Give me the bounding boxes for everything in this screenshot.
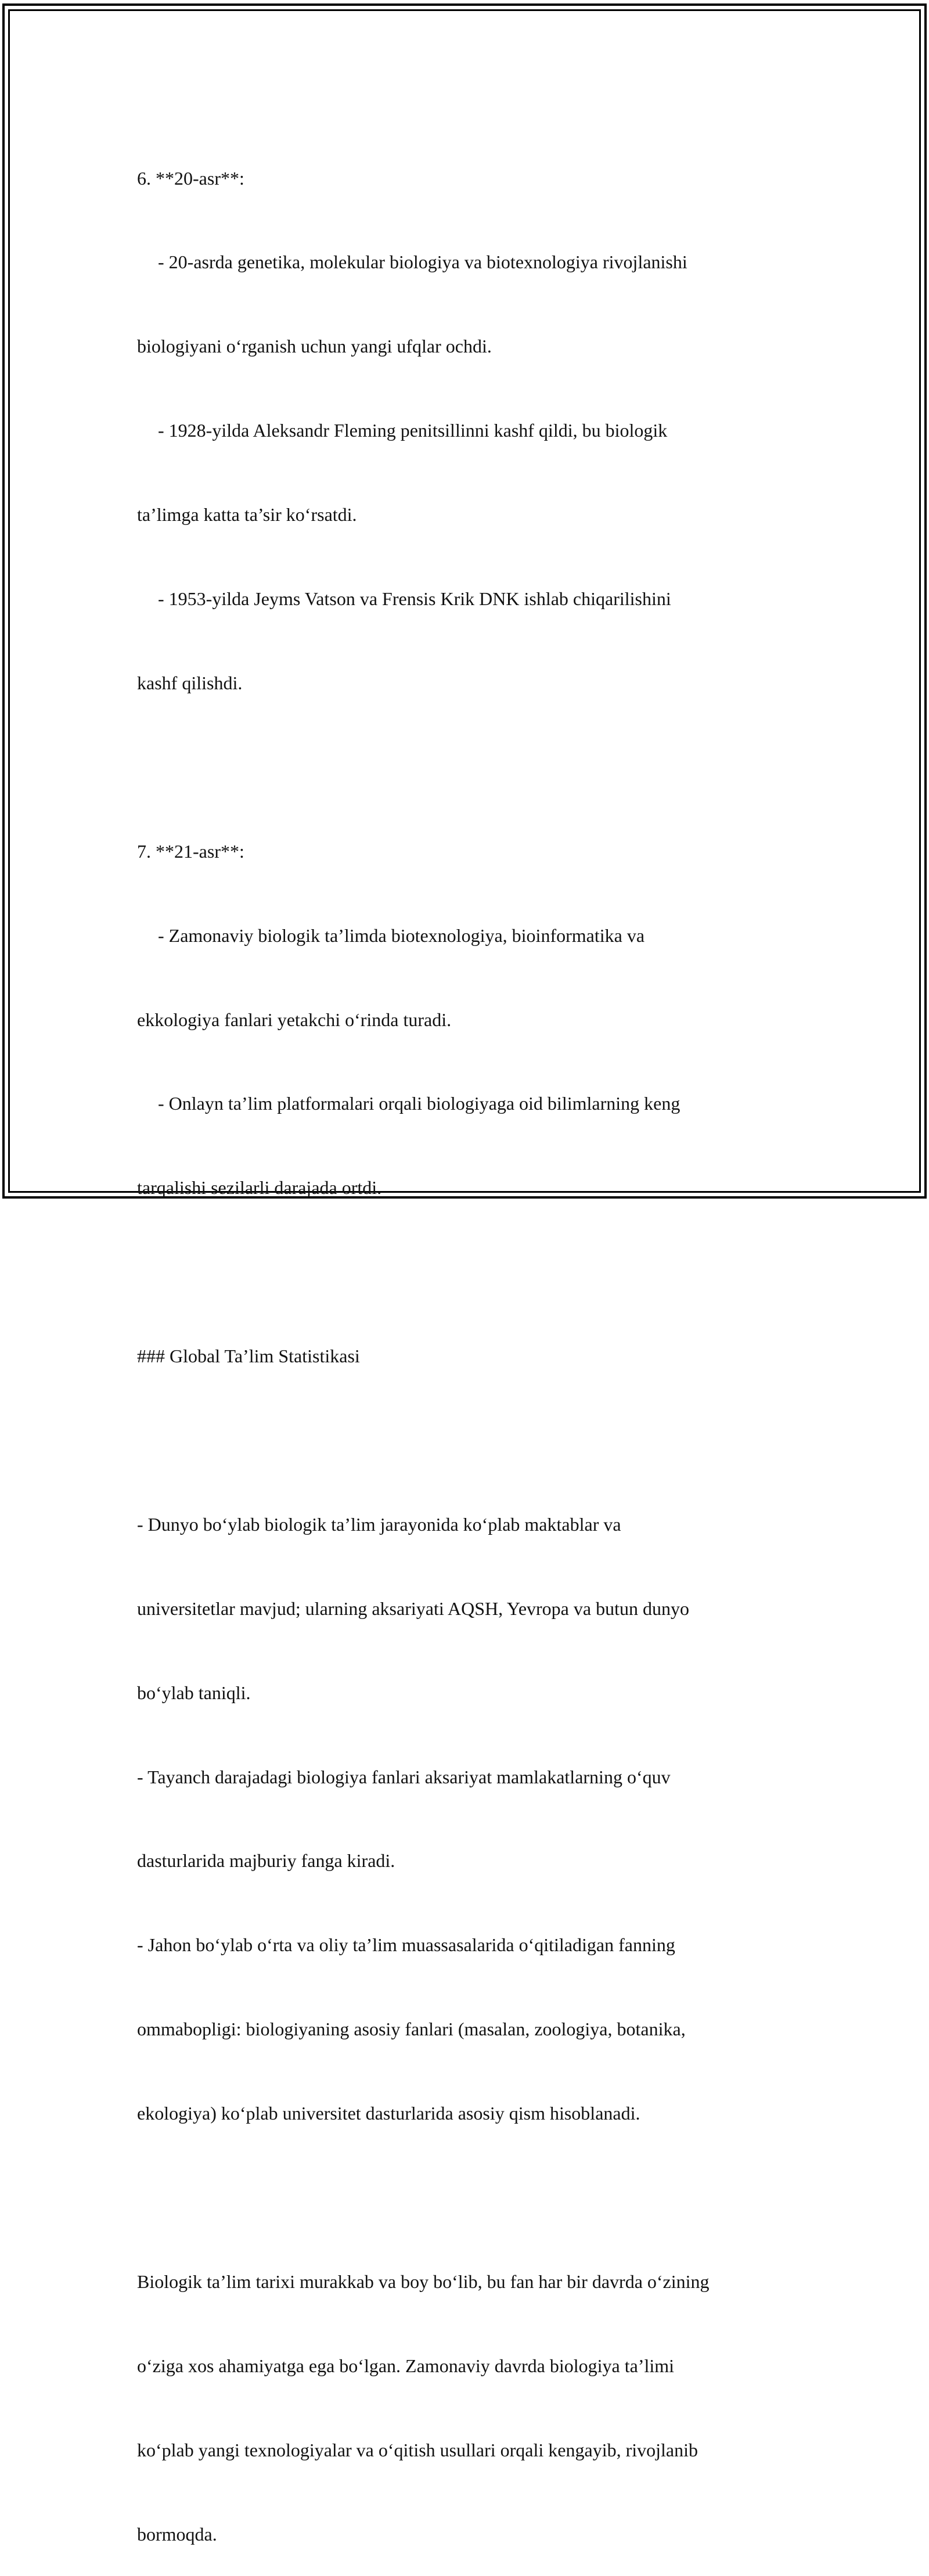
section-heading: ### Global Ta’lim Statistikasi bbox=[137, 1345, 360, 1367]
text-line: kashf qilishdi. bbox=[137, 672, 243, 693]
document-body bbox=[137, 108, 805, 2576]
text-line: - 1928-yilda Aleksandr Fleming penitsillinni kashf qildi, bu biologik bbox=[158, 420, 668, 441]
text-line: - Dunyo bo‘ylab biologik ta’lim jarayonida ko‘plab maktablar va bbox=[137, 1513, 621, 1535]
text-line: ommabopligi: biologiyaning asosiy fanlari (masalan, zoologiya, botanika, bbox=[137, 2019, 686, 2040]
blank-line bbox=[137, 1258, 805, 1286]
text-line: ko‘plab yangi texnologiyalar va o‘qitish usullari orqali kengayib, rivojlanib bbox=[137, 2439, 698, 2460]
text-line: - Onlayn ta’lim platformalari orqali biologiyaga oid bilimlarning keng bbox=[158, 1093, 680, 1114]
text-line: universitetlar mavjud; ularning aksariyati AQSH, Yevropa va butun dunyo bbox=[137, 1598, 689, 1619]
text-line: ekkologiya fanlari yetakchi o‘rinda turadi. bbox=[137, 1009, 452, 1030]
text-line: - 20-asrda genetika, molekular biologiya va biotexnologiya rivojlanishi bbox=[158, 251, 687, 273]
text-line: 7. **21-asr**: bbox=[137, 840, 244, 862]
blank-line bbox=[137, 2183, 805, 2211]
text-line: biologiyani o‘rganish uchun yangi ufqlar ochdi. bbox=[137, 336, 492, 357]
text-line: - Tayanch darajadagi biologiya fanlari aksariyat mamlakatlarning o‘quv bbox=[137, 1766, 671, 1787]
text-line: 6. **20-asr**: bbox=[137, 167, 244, 189]
text-line: bo‘ylab taniqli. bbox=[137, 1682, 251, 1703]
text-line: bormoqda. bbox=[137, 2523, 217, 2545]
text-line: - Jahon bo‘ylab o‘rta va oliy ta’lim muassasalarida o‘qitiladigan fanning bbox=[137, 1934, 675, 1956]
text-line: - 1953-yilda Jeyms Vatson va Frensis Krik DNK ishlab chiqarilishini bbox=[158, 588, 671, 610]
text-line: - Zamonaviy biologik ta’limda biotexnologiya, bioinformatika va bbox=[158, 924, 645, 946]
text-line: Biologik ta’lim tarixi murakkab va boy bo‘lib, bu fan har bir davrda o‘zining bbox=[137, 2271, 710, 2292]
text-line: ekologiya) ko‘plab universitet dasturlarida asosiy qism hisoblanadi. bbox=[137, 2103, 640, 2124]
text-line: dasturlarida majburiy fanga kiradi. bbox=[137, 1850, 395, 1872]
blank-line bbox=[137, 1426, 805, 1454]
text-line: o‘ziga xos ahamiyatga ega bo‘lgan. Zamonaviy davrda biologiya ta’limi bbox=[137, 2355, 675, 2376]
text-line: tarqalishi sezilarli darajada ortdi. bbox=[137, 1177, 382, 1199]
text-line: ta’limga katta ta’sir ko‘rsatdi. bbox=[137, 504, 357, 526]
blank-line bbox=[137, 753, 805, 781]
